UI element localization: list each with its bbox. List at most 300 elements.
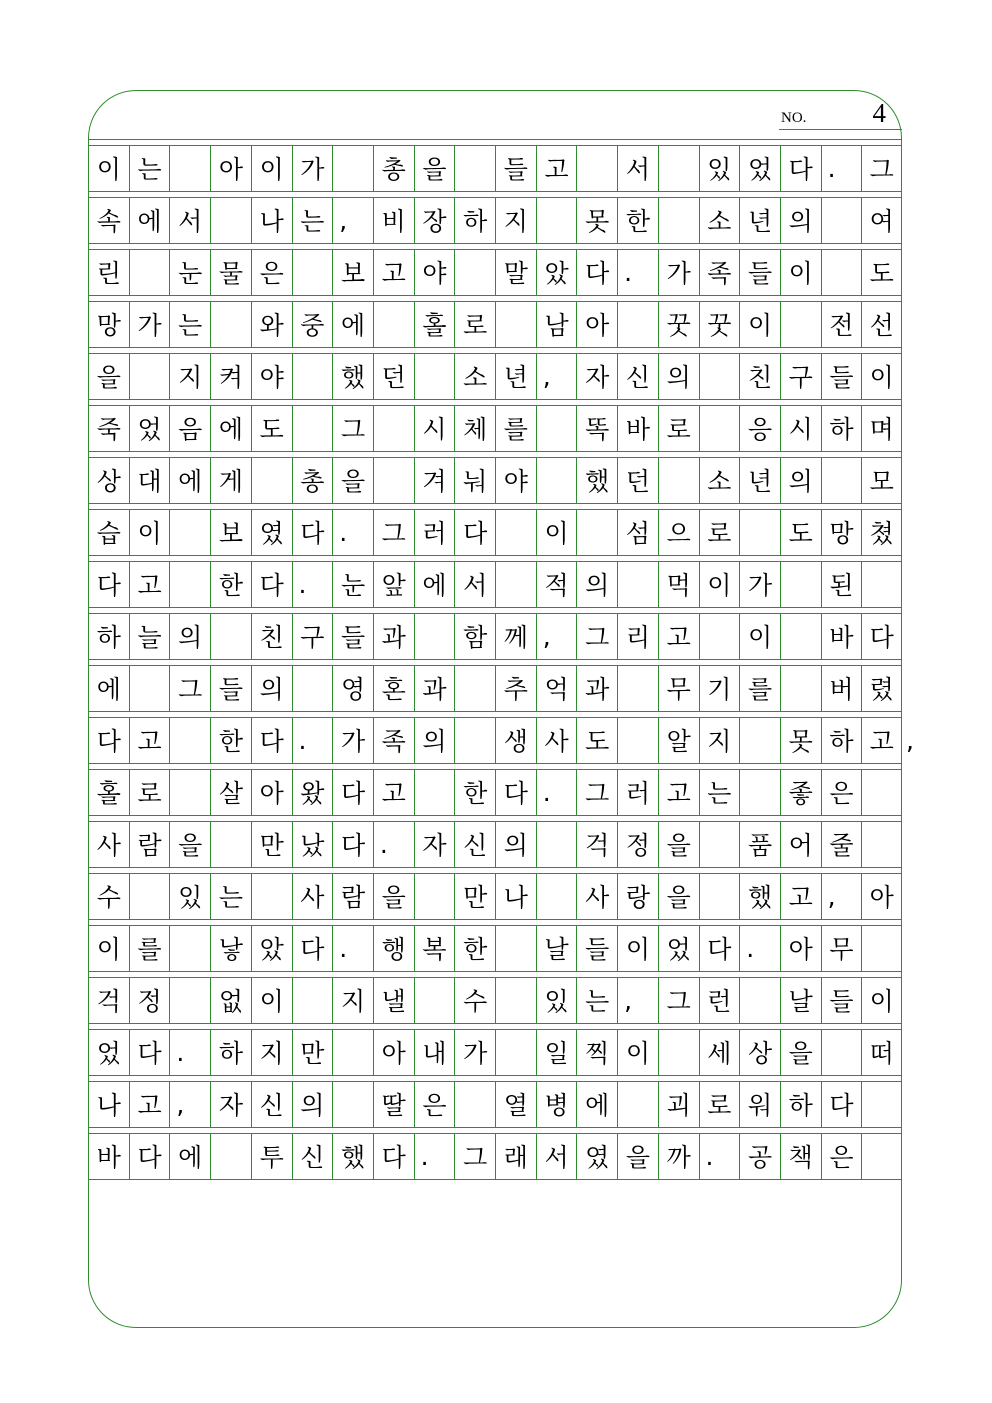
- manuscript-row: [88, 971, 902, 1023]
- row-rule: [88, 971, 902, 972]
- manuscript-cell: 총: [292, 457, 333, 503]
- manuscript-cell: 신: [292, 1133, 333, 1179]
- manuscript-cell: 그: [658, 977, 699, 1023]
- manuscript-cell: 하: [821, 405, 862, 451]
- manuscript-cell: 여: [861, 197, 902, 243]
- manuscript-cell: 날: [536, 925, 577, 971]
- manuscript-cell: 지: [495, 197, 536, 243]
- manuscript-cell: ,: [169, 1081, 210, 1127]
- manuscript-cell: 정: [617, 821, 658, 867]
- manuscript-cell: [617, 665, 658, 711]
- manuscript-cell: [414, 613, 455, 659]
- manuscript-row: [88, 399, 902, 451]
- manuscript-cell: [454, 717, 495, 763]
- manuscript-cell: 말: [495, 249, 536, 295]
- row-rule: [88, 763, 902, 764]
- row-rule: [88, 503, 902, 504]
- manuscript-cell: 래: [495, 1133, 536, 1179]
- manuscript-cell: 고: [129, 717, 170, 763]
- manuscript-cell: 좋: [780, 769, 821, 815]
- manuscript-cell: 람: [129, 821, 170, 867]
- manuscript-cell: 찍: [576, 1029, 617, 1075]
- row-rule: [88, 919, 902, 920]
- manuscript-cell: [861, 821, 902, 867]
- manuscript-cell: 못: [780, 717, 821, 763]
- manuscript-cell: [169, 977, 210, 1023]
- manuscript-cell: 었: [658, 925, 699, 971]
- manuscript-cell: 아: [210, 145, 251, 191]
- manuscript-cell: 의: [495, 821, 536, 867]
- manuscript-cell: 생: [495, 717, 536, 763]
- manuscript-cell: 모: [861, 457, 902, 503]
- manuscript-cell: 며: [861, 405, 902, 451]
- manuscript-cell: 했: [332, 353, 373, 399]
- row-rule: [88, 1023, 902, 1024]
- manuscript-cell: 하: [88, 613, 129, 659]
- manuscript-cell: 자: [210, 1081, 251, 1127]
- manuscript-cell: .: [699, 1133, 740, 1179]
- manuscript-cell: [739, 717, 780, 763]
- manuscript-cell: 들: [821, 977, 862, 1023]
- manuscript-cell: 의: [780, 457, 821, 503]
- manuscript-cell: 도: [251, 405, 292, 451]
- row-rule: [88, 555, 902, 556]
- manuscript-cell: 과: [576, 665, 617, 711]
- manuscript-cell: 응: [739, 405, 780, 451]
- manuscript-cell: [169, 509, 210, 555]
- manuscript-cell: 와: [251, 301, 292, 347]
- manuscript-cell: 지: [251, 1029, 292, 1075]
- manuscript-cell: 습: [88, 509, 129, 555]
- manuscript-cell: 에: [169, 1133, 210, 1179]
- manuscript-cell: 눠: [454, 457, 495, 503]
- manuscript-cell: 다: [88, 717, 129, 763]
- manuscript-cell: [292, 977, 333, 1023]
- manuscript-cell: [821, 1029, 862, 1075]
- manuscript-cell: 을: [414, 145, 455, 191]
- manuscript-cell: 병: [536, 1081, 577, 1127]
- manuscript-cell: 을: [332, 457, 373, 503]
- manuscript-cell: 년: [739, 457, 780, 503]
- manuscript-cell: 이: [617, 925, 658, 971]
- manuscript-cell: 있: [536, 977, 577, 1023]
- manuscript-cell: 서: [454, 561, 495, 607]
- manuscript-cell: 하: [454, 197, 495, 243]
- manuscript-cell: [251, 457, 292, 503]
- manuscript-cell: 한: [210, 717, 251, 763]
- manuscript-cell: [495, 301, 536, 347]
- manuscript-cell: [821, 197, 862, 243]
- manuscript-cell: [658, 145, 699, 191]
- manuscript-cell: 걱: [88, 977, 129, 1023]
- manuscript-cell: 이: [861, 977, 902, 1023]
- manuscript-cell: 들: [495, 145, 536, 191]
- manuscript-cell: 못: [576, 197, 617, 243]
- manuscript-cell: 였: [251, 509, 292, 555]
- manuscript-cell: 아: [373, 1029, 414, 1075]
- manuscript-cell: [210, 613, 251, 659]
- manuscript-cell: 들: [739, 249, 780, 295]
- manuscript-cell: 과: [414, 665, 455, 711]
- manuscript-cell: 신: [251, 1081, 292, 1127]
- manuscript-cell: [495, 925, 536, 971]
- manuscript-cell: [454, 1081, 495, 1127]
- manuscript-row: [88, 763, 902, 815]
- manuscript-cell: 도: [780, 509, 821, 555]
- manuscript-cell: [169, 769, 210, 815]
- manuscript-cell: [821, 457, 862, 503]
- manuscript-cell: 하: [210, 1029, 251, 1075]
- manuscript-cell: 했: [332, 1133, 373, 1179]
- manuscript-cell: [454, 145, 495, 191]
- manuscript-cell: 고: [658, 769, 699, 815]
- manuscript-cell: 한: [617, 197, 658, 243]
- manuscript-cell: 무: [658, 665, 699, 711]
- manuscript-cell: ,: [536, 613, 577, 659]
- manuscript-cell: 사: [292, 873, 333, 919]
- manuscript-row: [88, 295, 902, 347]
- manuscript-cell: 추: [495, 665, 536, 711]
- manuscript-cell: 고: [658, 613, 699, 659]
- manuscript-cell: 한: [454, 925, 495, 971]
- manuscript-cell: [210, 821, 251, 867]
- manuscript-cell: [495, 1029, 536, 1075]
- manuscript-cell: [414, 769, 455, 815]
- manuscript-cell: [699, 821, 740, 867]
- manuscript-cell: 수: [454, 977, 495, 1023]
- manuscript-row: [88, 1127, 902, 1179]
- manuscript-cell: 공: [739, 1133, 780, 1179]
- manuscript-cell: 구: [780, 353, 821, 399]
- manuscript-cell: 보: [210, 509, 251, 555]
- manuscript-cell: 다: [332, 769, 373, 815]
- manuscript-cell: 사: [576, 873, 617, 919]
- manuscript-cell: 혼: [373, 665, 414, 711]
- manuscript-cell: 은: [821, 1133, 862, 1179]
- manuscript-cell: 과: [373, 613, 414, 659]
- manuscript-cell: 다: [251, 717, 292, 763]
- row-rule: [88, 1127, 902, 1128]
- manuscript-cell: 이: [129, 509, 170, 555]
- manuscript-cell: .: [821, 145, 862, 191]
- manuscript-cell: [861, 769, 902, 815]
- manuscript-cell: 무: [821, 925, 862, 971]
- manuscript-cell: 는: [210, 873, 251, 919]
- manuscript-row: [88, 919, 902, 971]
- manuscript-cell: 왔: [292, 769, 333, 815]
- manuscript-cell: 고: [536, 145, 577, 191]
- manuscript-cell: 어: [780, 821, 821, 867]
- manuscript-cell: 수: [88, 873, 129, 919]
- manuscript-cell: 그: [861, 145, 902, 191]
- manuscript-cell: 총: [373, 145, 414, 191]
- manuscript-row: [88, 503, 902, 555]
- manuscript-cell: 이: [739, 301, 780, 347]
- manuscript-cell: 바: [617, 405, 658, 451]
- manuscript-row: [88, 607, 902, 659]
- manuscript-cell: [292, 249, 333, 295]
- manuscript-cell: 아: [861, 873, 902, 919]
- manuscript-cell: 적: [536, 561, 577, 607]
- manuscript-cell: 을: [373, 873, 414, 919]
- manuscript-cell: [739, 509, 780, 555]
- manuscript-cell: 그: [576, 613, 617, 659]
- manuscript-cell: 꿋: [699, 301, 740, 347]
- manuscript-cell: 그: [454, 1133, 495, 1179]
- manuscript-cell: 선: [861, 301, 902, 347]
- manuscript-row: [88, 191, 902, 243]
- manuscript-cell: 중: [292, 301, 333, 347]
- manuscript-cell: 이: [88, 925, 129, 971]
- manuscript-cell: 다: [861, 613, 902, 659]
- page-number-label: NO.: [781, 110, 807, 126]
- manuscript-cell: [861, 561, 902, 607]
- manuscript-cell: 다: [373, 1133, 414, 1179]
- row-rule: [88, 815, 902, 816]
- manuscript-cell: 에: [129, 197, 170, 243]
- manuscript-cell: .: [292, 717, 333, 763]
- manuscript-cell: ,: [617, 977, 658, 1023]
- manuscript-cell: 고: [129, 561, 170, 607]
- manuscript-cell: [576, 509, 617, 555]
- manuscript-cell: [536, 457, 577, 503]
- manuscript-cell: 지: [699, 717, 740, 763]
- manuscript-cell: 이: [88, 145, 129, 191]
- manuscript-cell: 아: [251, 769, 292, 815]
- manuscript-cell: ,: [821, 873, 862, 919]
- manuscript-cell: .: [617, 249, 658, 295]
- manuscript-cell: .: [332, 509, 373, 555]
- manuscript-cell: 은: [821, 769, 862, 815]
- manuscript-cell: 로: [699, 509, 740, 555]
- manuscript-cell: 에: [332, 301, 373, 347]
- manuscript-cell: 투: [251, 1133, 292, 1179]
- manuscript-cell: 은: [251, 249, 292, 295]
- manuscript-cell: 고: [129, 1081, 170, 1127]
- manuscript-cell: 서: [617, 145, 658, 191]
- manuscript-cell: 는: [129, 145, 170, 191]
- manuscript-cell: .: [169, 1029, 210, 1075]
- manuscript-cell: 로: [129, 769, 170, 815]
- row-rule: [88, 347, 902, 348]
- manuscript-cell: 죽: [88, 405, 129, 451]
- manuscript-cell: [780, 613, 821, 659]
- manuscript-cell: 런: [699, 977, 740, 1023]
- manuscript-cell: 야: [414, 249, 455, 295]
- manuscript-cell: .: [536, 769, 577, 815]
- manuscript-cell: 서: [536, 1133, 577, 1179]
- manuscript-cell: 았: [536, 249, 577, 295]
- manuscript-cell: 그: [576, 769, 617, 815]
- manuscript-cell: [780, 561, 821, 607]
- manuscript-cell: 신: [454, 821, 495, 867]
- manuscript-cell: [780, 665, 821, 711]
- manuscript-cell: .: [332, 925, 373, 971]
- page-number-box: [779, 98, 902, 130]
- manuscript-cell: [169, 145, 210, 191]
- manuscript-cell: [454, 249, 495, 295]
- manuscript-cell: [292, 405, 333, 451]
- manuscript-cell: 정: [129, 977, 170, 1023]
- manuscript-cell: 러: [617, 769, 658, 815]
- manuscript-cell: 소: [699, 197, 740, 243]
- manuscript-cell: 된: [821, 561, 862, 607]
- manuscript-cell: 그: [373, 509, 414, 555]
- manuscript-cell: 지: [332, 977, 373, 1023]
- manuscript-cell: 다: [129, 1133, 170, 1179]
- manuscript-cell: 품: [739, 821, 780, 867]
- manuscript-cell: [373, 301, 414, 347]
- manuscript-cell: [536, 197, 577, 243]
- manuscript-cell: 시: [780, 405, 821, 451]
- manuscript-cell: [210, 301, 251, 347]
- manuscript-cell: 억: [536, 665, 577, 711]
- manuscript-cell: 이: [699, 561, 740, 607]
- manuscript-cell: [169, 925, 210, 971]
- row-rule: [88, 659, 902, 660]
- manuscript-cell: 아: [780, 925, 821, 971]
- manuscript-cell: 영: [332, 665, 373, 711]
- row-rule: [88, 191, 902, 192]
- manuscript-cell: 망: [821, 509, 862, 555]
- manuscript-cell: [129, 249, 170, 295]
- manuscript-cell: [414, 353, 455, 399]
- manuscript-cell: [495, 509, 536, 555]
- manuscript-cell: 만: [251, 821, 292, 867]
- manuscript-cell: 알: [658, 717, 699, 763]
- manuscript-cell: 꿋: [658, 301, 699, 347]
- manuscript-cell: [373, 405, 414, 451]
- manuscript-cell: 을: [658, 821, 699, 867]
- manuscript-cell: 사: [536, 717, 577, 763]
- manuscript-cell: 들: [576, 925, 617, 971]
- manuscript-cell: 고: [861, 717, 902, 763]
- manuscript-row: [88, 243, 902, 295]
- manuscript-cell: .: [414, 1133, 455, 1179]
- manuscript-cell: 없: [210, 977, 251, 1023]
- manuscript-cell: 의: [414, 717, 455, 763]
- manuscript-cell: 대: [129, 457, 170, 503]
- manuscript-cell: 세: [699, 1029, 740, 1075]
- manuscript-cell: .: [373, 821, 414, 867]
- manuscript-cell: [129, 665, 170, 711]
- manuscript-cell: 의: [292, 1081, 333, 1127]
- manuscript-cell: [454, 665, 495, 711]
- manuscript-cell: 똑: [576, 405, 617, 451]
- manuscript-cell: 신: [617, 353, 658, 399]
- manuscript-cell: [617, 1081, 658, 1127]
- manuscript-cell: 했: [739, 873, 780, 919]
- manuscript-cell: 체: [454, 405, 495, 451]
- manuscript-cell: 는: [292, 197, 333, 243]
- manuscript-cell: 도: [576, 717, 617, 763]
- manuscript-cell: 는: [699, 769, 740, 815]
- manuscript-cell: 하: [780, 1081, 821, 1127]
- manuscript-cell: 있: [169, 873, 210, 919]
- overflow-punctuation: ,: [906, 725, 914, 755]
- manuscript-cell: 낳: [210, 925, 251, 971]
- manuscript-cell: 의: [251, 665, 292, 711]
- row-rule: [88, 711, 902, 712]
- manuscript-cell: 음: [169, 405, 210, 451]
- manuscript-row: [88, 347, 902, 399]
- manuscript-row: [88, 139, 902, 191]
- manuscript-row: [88, 711, 914, 763]
- manuscript-cell: 다: [699, 925, 740, 971]
- manuscript-cell: 었: [739, 145, 780, 191]
- manuscript-row: [88, 1023, 902, 1075]
- manuscript-cell: 도: [861, 249, 902, 295]
- manuscript-cell: 를: [129, 925, 170, 971]
- manuscript-cell: 자: [414, 821, 455, 867]
- manuscript-cell: 하: [821, 717, 862, 763]
- manuscript-cell: 나: [495, 873, 536, 919]
- manuscript-cell: 소: [699, 457, 740, 503]
- manuscript-cell: 복: [414, 925, 455, 971]
- manuscript-cell: 만: [292, 1029, 333, 1075]
- manuscript-cell: [414, 873, 455, 919]
- manuscript-cell: 을: [88, 353, 129, 399]
- manuscript-cell: [861, 1081, 902, 1127]
- manuscript-cell: 에: [88, 665, 129, 711]
- manuscript-cell: 게: [210, 457, 251, 503]
- manuscript-cell: [332, 1081, 373, 1127]
- manuscript-row: [88, 659, 902, 711]
- manuscript-cell: [169, 717, 210, 763]
- manuscript-cell: 들: [332, 613, 373, 659]
- manuscript-cell: [536, 873, 577, 919]
- manuscript-cell: [251, 873, 292, 919]
- manuscript-row: [88, 555, 902, 607]
- manuscript-cell: [536, 821, 577, 867]
- manuscript-cell: 날: [780, 977, 821, 1023]
- manuscript-cell: 린: [88, 249, 129, 295]
- manuscript-cell: [332, 145, 373, 191]
- manuscript-cell: 가: [454, 1029, 495, 1075]
- manuscript-cell: [699, 405, 740, 451]
- manuscript-cell: 까: [658, 1133, 699, 1179]
- manuscript-cell: [373, 457, 414, 503]
- manuscript-cell: 상: [739, 1029, 780, 1075]
- manuscript-cell: 워: [739, 1081, 780, 1127]
- manuscript-cell: [169, 561, 210, 607]
- manuscript-cell: 년: [495, 353, 536, 399]
- manuscript-cell: 버: [821, 665, 862, 711]
- manuscript-cell: [414, 977, 455, 1023]
- manuscript-cell: 기: [699, 665, 740, 711]
- row-rule: [88, 243, 902, 244]
- grid-bottom-rule: [88, 1179, 902, 1180]
- manuscript-cell: 망: [88, 301, 129, 347]
- manuscript-cell: 로: [454, 301, 495, 347]
- manuscript-row: [88, 867, 902, 919]
- manuscript-cell: 다: [292, 509, 333, 555]
- manuscript-cell: 구: [292, 613, 333, 659]
- manuscript-cell: 가: [129, 301, 170, 347]
- row-rule: [88, 867, 902, 868]
- manuscript-cell: 겨: [414, 457, 455, 503]
- manuscript-cell: 을: [780, 1029, 821, 1075]
- manuscript-cell: 홀: [88, 769, 129, 815]
- manuscript-cell: 내: [414, 1029, 455, 1075]
- manuscript-cell: 랑: [617, 873, 658, 919]
- manuscript-cell: [617, 301, 658, 347]
- manuscript-cell: [536, 405, 577, 451]
- manuscript-cell: 족: [699, 249, 740, 295]
- manuscript-cell: 을: [658, 873, 699, 919]
- manuscript-cell: 이: [251, 145, 292, 191]
- manuscript-cell: 쳤: [861, 509, 902, 555]
